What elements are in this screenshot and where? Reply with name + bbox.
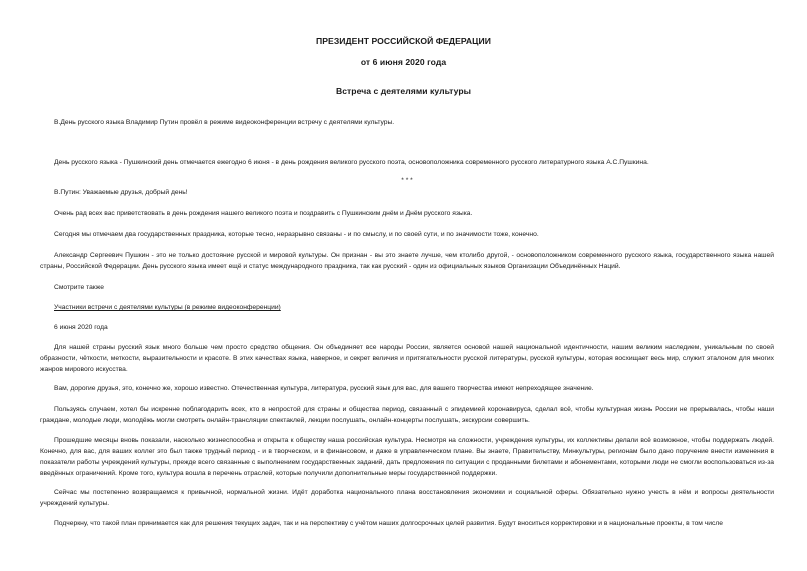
paragraph-pushkin: Александр Сергеевич Пушкин - это не только достояние русской и мировой культуры. Он признан - вы это знаете лучше, чем ктолибо другой, - основоположником современного русского языка, государственного языка нашей страны, Российской Федерации. День русского языка имеет ещё и статус международного праздника, так как русский - один из официальных языков Организации Объединённых Наций.	[40, 252, 774, 271]
paragraph-emphasize: Подчеркну, что такой план принимается как для решения текущих задач, так и на перспективу с учётом наших долгосрочных целей развития. Будут вноситься корректировки и в национальные проекты, в том числе	[54, 520, 723, 527]
link-date: 6 июня 2020 года	[54, 324, 108, 331]
paragraph-greeting: В.Путин: Уважаемые друзья, добрый день!	[54, 189, 188, 196]
paragraph-glad: Очень рад всех вас приветствовать в день рождения нашего великого поэта и поздравить с Пушкинским днём и Днём русского языка.	[54, 210, 473, 217]
section-separator: * * *	[401, 177, 413, 184]
document-subtitle: Встреча с деятелями культуры	[335, 86, 472, 96]
participants-link-row	[40, 302, 774, 313]
page-title: ПРЕЗИДЕНТ РОССИЙСКОЙ ФЕДЕРАЦИИ	[316, 36, 491, 46]
paragraph-pushkin-day: День русского языка - Пушкинский день отмечается ежегодно 6 июня - в день рождения великого русского поэта, основоположника современного русского литературного языка А.С.Пушкина.	[54, 159, 649, 166]
paragraph-today: Сегодня мы отмечаем два государственных праздника, которые тесно, неразрывно связаны - и по смыслу, и по своей сути, и по значимости тоже, конечно.	[54, 231, 539, 238]
paragraph-dear-friends: Вам, дорогие друзья, это, конечно же, хорошо известно. Отечественная культура, литература, русский язык для вас, для вашего творчества имеют непреходящее значение.	[54, 385, 594, 392]
paragraph-returning: Сейчас мы постепенно возвращаемся к привычной, нормальной жизни. Идёт доработка национального плана восстановления экономики и социальной сферы. Обязательно нужно учесть в нём и вопросы деятельности учреждений культуры.	[40, 489, 774, 508]
paragraph-thanks: Пользуясь случаем, хотел бы искренне поблагодарить всех, кто в непростой для страны и общества период, связанный с эпидемией коронавируса, сделал всё, чтобы культурная жизнь России не прерывалась, чтобы наши граждане, молодые люди, молодёжь могли смотреть онлайн-трансляции спектаклей, лекции послушать, онлайн-концерты послушать, экскурсии совершить.	[40, 406, 774, 425]
see-also-label: Смотрите также	[54, 284, 104, 291]
participants-link[interactable]: Участники встречи с деятелями культуры (в режиме видеоконференции)	[54, 304, 281, 311]
document-date: от 6 июня 2020 года	[360, 57, 447, 67]
paragraph-language: Для нашей страны русский язык много больше чем просто средство общения. Он объединяет все народы России, является основой нашей национальной идентичности, нашим великим наследием, уникальным по своей образности, чёткости, меткости, выразительности и красоте. В этих качествах языка, наверное, и секрет величия и притягательности русской литературы, русской культуры, которая восхищает весь мир, служит эталоном для многих жанров мирового искусства.	[40, 344, 774, 374]
paragraph-intro: В.День русского языка Владимир Путин провёл в режиме видеоконференции встречу с деятелями культуры.	[54, 119, 395, 126]
paragraph-months: Прошедшие месяцы вновь показали, насколько жизнеспособна и открыта к обществу наша российская культура. Несмотря на сложности, учреждения культуры, их коллективы делали всё возможное, чтобы поддержать людей. Конечно, для вас, для ваших коллег это был также трудный период - и в творческом, и в финансовом, и даже в управленческом плане. Вы знаете, Правительству, Минкультуры, регионам было дано поручение внести изменения в показатели работы учреждений культуры, прежде всего связанные с выполнением государственных заданий, дать предложения по ситуации с проданными билетами и абонементами, которыми люди не смогли воспользоваться из-за введённых ограничений. Кроме того, культура вошла в перечень отраслей, которые получили дополнительные меры государственной поддержки.	[40, 437, 774, 478]
